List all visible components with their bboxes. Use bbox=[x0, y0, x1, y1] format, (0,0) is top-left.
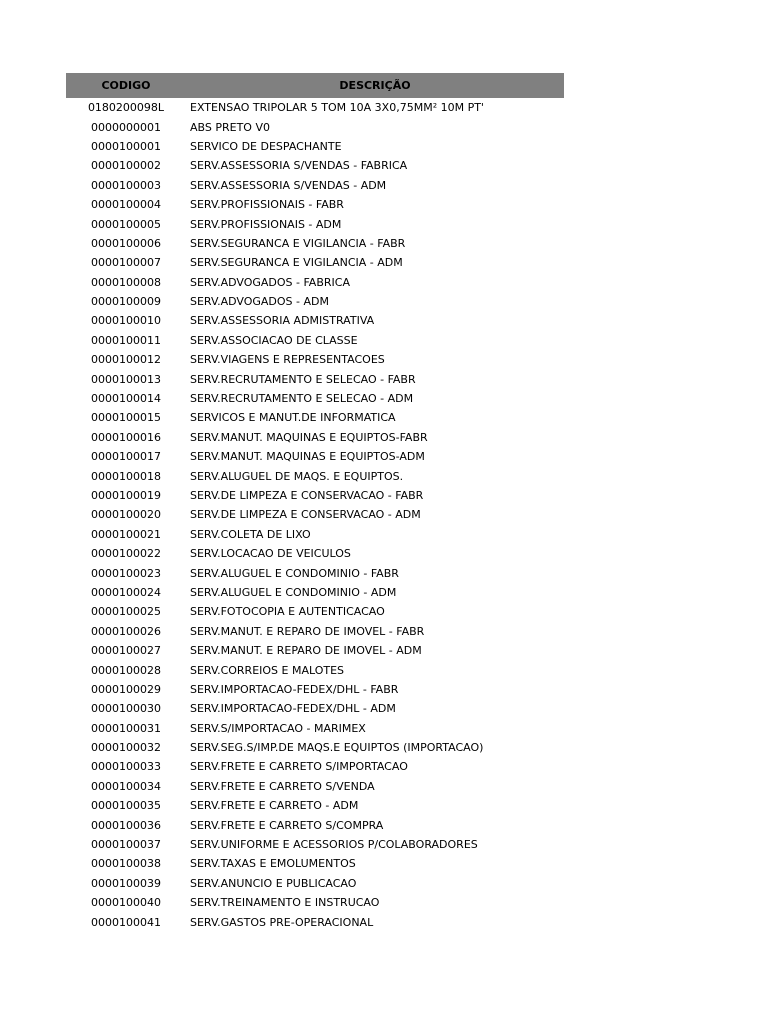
cell-codigo[interactable]: 0000100037 bbox=[91, 838, 161, 852]
table-row[interactable] bbox=[66, 292, 564, 311]
table-row[interactable] bbox=[66, 912, 564, 931]
cell-codigo[interactable]: 0000100027 bbox=[91, 644, 161, 658]
table-row[interactable] bbox=[66, 389, 564, 408]
cell-codigo[interactable]: 0000100014 bbox=[91, 392, 161, 406]
cell-codigo[interactable]: 0000100006 bbox=[91, 236, 161, 250]
cell-codigo[interactable]: 0000100015 bbox=[91, 411, 161, 425]
table-row[interactable] bbox=[66, 137, 564, 156]
cell-descricao[interactable]: SERV.ASSESSORIA ADMISTRATIVA bbox=[190, 314, 375, 328]
table-row[interactable] bbox=[66, 563, 564, 582]
cell-descricao[interactable]: SERV.PROFISSIONAIS - FABR bbox=[190, 198, 344, 212]
cell-descricao[interactable]: SERV.FRETE E CARRETO S/COMPRA bbox=[190, 818, 384, 832]
cell-codigo[interactable]: 0000100012 bbox=[91, 353, 161, 367]
table-row[interactable] bbox=[66, 641, 564, 660]
cell-codigo[interactable]: 0000100007 bbox=[91, 256, 161, 270]
cell-descricao[interactable]: SERV.SEGURANCA E VIGILANCIA - ADM bbox=[190, 256, 403, 270]
cell-codigo[interactable]: 0000100011 bbox=[91, 333, 161, 347]
cell-codigo[interactable]: 0000100033 bbox=[91, 760, 161, 774]
cell-codigo[interactable]: 0000100024 bbox=[91, 585, 161, 599]
cell-codigo[interactable]: 0000100030 bbox=[91, 702, 161, 716]
cell-descricao[interactable]: SERV.FOTOCOPIA E AUTENTICACAO bbox=[190, 605, 385, 619]
cell-descricao[interactable]: SERV.PROFISSIONAIS - ADM bbox=[190, 217, 342, 231]
cell-codigo[interactable]: 0000100036 bbox=[91, 818, 161, 832]
cell-descricao[interactable]: SERV.DE LIMPEZA E CONSERVACAO - ADM bbox=[190, 508, 421, 522]
cell-codigo[interactable]: 0000100008 bbox=[91, 275, 161, 289]
cell-descricao[interactable]: SERV.IMPORTACAO-FEDEX/DHL - FABR bbox=[190, 682, 399, 696]
cell-descricao[interactable]: SERV.ALUGUEL DE MAQS. E EQUIPTOS. bbox=[190, 469, 404, 483]
cell-codigo[interactable]: 0000100026 bbox=[91, 624, 161, 638]
cell-codigo[interactable]: 0000100021 bbox=[91, 527, 161, 541]
cell-codigo[interactable]: 0000100031 bbox=[91, 721, 161, 735]
cell-codigo[interactable]: 0000100038 bbox=[91, 857, 161, 871]
table-row[interactable] bbox=[66, 350, 564, 369]
cell-descricao[interactable]: SERV.ASSOCIACAO DE CLASSE bbox=[190, 333, 358, 347]
cell-descricao[interactable]: SERV.MANUT. MAQUINAS E EQUIPTOS-FABR bbox=[190, 430, 428, 444]
cell-descricao[interactable]: SERV.ANUNCIO E PUBLICACAO bbox=[190, 876, 357, 890]
cell-descricao[interactable]: SERV.MANUT. MAQUINAS E EQUIPTOS-ADM bbox=[190, 450, 425, 464]
table-row[interactable] bbox=[66, 447, 564, 466]
cell-codigo[interactable]: 0000100017 bbox=[91, 450, 161, 464]
table-row[interactable] bbox=[66, 253, 564, 272]
table-row[interactable] bbox=[66, 331, 564, 350]
cell-descricao[interactable]: SERV.FRETE E CARRETO S/VENDA bbox=[190, 779, 375, 793]
table-row[interactable] bbox=[66, 117, 564, 136]
cell-codigo[interactable]: 0000100023 bbox=[91, 566, 161, 580]
table-row[interactable] bbox=[66, 660, 564, 679]
cell-descricao[interactable]: SERV.RECRUTAMENTO E SELECAO - FABR bbox=[190, 372, 416, 386]
table-row[interactable] bbox=[66, 738, 564, 757]
cell-codigo[interactable]: 0000100032 bbox=[91, 741, 161, 755]
cell-descricao[interactable]: SERV.SEGURANCA E VIGILANCIA - FABR bbox=[190, 236, 406, 250]
cell-codigo[interactable]: 0000100025 bbox=[91, 605, 161, 619]
column-header-descricao[interactable]: DESCRIÇÃO bbox=[339, 79, 411, 92]
table-row[interactable] bbox=[66, 680, 564, 699]
cell-codigo[interactable]: 0000100020 bbox=[91, 508, 161, 522]
table-row[interactable] bbox=[66, 214, 564, 233]
cell-descricao[interactable]: SERV.RECRUTAMENTO E SELECAO - ADM bbox=[190, 392, 414, 406]
cell-descricao[interactable]: SERV.CORREIOS E MALOTES bbox=[190, 663, 345, 677]
cell-descricao[interactable]: SERV.ALUGUEL E CONDOMINIO - ADM bbox=[190, 585, 397, 599]
table-row[interactable] bbox=[66, 466, 564, 485]
cell-descricao[interactable]: SERV.UNIFORME E ACESSORIOS P/COLABORADORES bbox=[190, 838, 478, 852]
cell-descricao[interactable]: SERV.ASSESSORIA S/VENDAS - ADM bbox=[190, 178, 387, 192]
cell-descricao[interactable]: SERV.MANUT. E REPARO DE IMOVEL - ADM bbox=[190, 644, 422, 658]
table-row[interactable] bbox=[66, 854, 564, 873]
table-row[interactable] bbox=[66, 273, 564, 292]
table-row[interactable] bbox=[66, 583, 564, 602]
cell-codigo[interactable]: 0000100004 bbox=[91, 198, 161, 212]
cell-codigo[interactable]: 0000100003 bbox=[91, 178, 161, 192]
cell-codigo[interactable]: 0000100002 bbox=[91, 159, 161, 173]
table-row[interactable] bbox=[66, 835, 564, 854]
cell-descricao[interactable]: SERV.GASTOS PRE-OPERACIONAL bbox=[190, 915, 374, 929]
cell-descricao[interactable]: SERV.COLETA DE LIXO bbox=[190, 527, 311, 541]
table-row[interactable] bbox=[66, 311, 564, 330]
cell-codigo[interactable]: 0000100001 bbox=[91, 139, 161, 153]
cell-descricao[interactable]: SERV.ADVOGADOS - ADM bbox=[190, 295, 329, 309]
cell-descricao[interactable]: SERVICO DE DESPACHANTE bbox=[190, 139, 342, 153]
table-row[interactable] bbox=[66, 815, 564, 834]
table-row[interactable] bbox=[66, 234, 564, 253]
cell-codigo[interactable]: 0000100040 bbox=[91, 896, 161, 910]
cell-codigo[interactable]: 0000000001 bbox=[91, 120, 161, 134]
cell-descricao[interactable]: EXTENSAO TRIPOLAR 5 TOM 10A 3X0,75MM² 10M PT' bbox=[190, 101, 484, 115]
table-row[interactable] bbox=[66, 428, 564, 447]
table-row[interactable] bbox=[66, 796, 564, 815]
cell-descricao[interactable]: SERV.SEG.S/IMP.DE MAQS.E EQUIPTOS (IMPORTACAO) bbox=[190, 741, 484, 755]
cell-descricao[interactable]: SERV.MANUT. E REPARO DE IMOVEL - FABR bbox=[190, 624, 425, 638]
table-row[interactable] bbox=[66, 98, 564, 117]
cell-codigo[interactable]: 0000100019 bbox=[91, 489, 161, 502]
cell-descricao[interactable]: SERVICOS E MANUT.DE INFORMATICA bbox=[190, 411, 396, 425]
table-row[interactable] bbox=[66, 176, 564, 195]
table-row[interactable] bbox=[66, 622, 564, 641]
cell-descricao[interactable]: SERV.ASSESSORIA S/VENDAS - FABRICA bbox=[190, 159, 408, 173]
table-row[interactable] bbox=[66, 408, 564, 427]
cell-descricao[interactable]: SERV.TREINAMENTO E INSTRUCAO bbox=[190, 896, 380, 910]
table-row[interactable] bbox=[66, 525, 564, 544]
table-row[interactable] bbox=[66, 757, 564, 776]
cell-descricao[interactable]: SERV.S/IMPORTACAO - MARIMEX bbox=[190, 721, 366, 735]
cell-codigo[interactable]: 0000100039 bbox=[91, 876, 161, 890]
cell-codigo[interactable]: 0000100010 bbox=[91, 314, 161, 328]
table-row[interactable] bbox=[66, 505, 564, 524]
table-row[interactable] bbox=[66, 874, 564, 893]
table-row[interactable] bbox=[66, 156, 564, 175]
table-body bbox=[66, 98, 564, 932]
column-header-codigo[interactable]: CODIGO bbox=[101, 79, 151, 92]
cell-descricao[interactable]: SERV.ADVOGADOS - FABRICA bbox=[190, 275, 350, 289]
cell-codigo[interactable]: 0180200098L bbox=[87, 101, 165, 115]
cell-descricao[interactable]: SERV.FRETE E CARRETO - ADM bbox=[190, 799, 359, 813]
table-row[interactable] bbox=[66, 369, 564, 388]
table-row[interactable] bbox=[66, 699, 564, 718]
cell-descricao[interactable]: SERV.VIAGENS E REPRESENTACOES bbox=[190, 353, 385, 367]
cell-codigo[interactable]: 0000100018 bbox=[91, 469, 161, 483]
spreadsheet-table bbox=[66, 73, 564, 932]
table-row[interactable] bbox=[66, 602, 564, 621]
table-row[interactable] bbox=[66, 719, 564, 738]
cell-descricao[interactable]: SERV.IMPORTACAO-FEDEX/DHL - ADM bbox=[190, 702, 396, 716]
table-row[interactable] bbox=[66, 195, 564, 214]
table-row[interactable] bbox=[66, 777, 564, 796]
table-row[interactable] bbox=[66, 893, 564, 912]
cell-descricao[interactable]: SERV.LOCACAO DE VEICULOS bbox=[190, 547, 351, 561]
table-row[interactable] bbox=[66, 544, 564, 563]
cell-codigo[interactable]: 0000100013 bbox=[91, 372, 161, 386]
cell-descricao[interactable]: SERV.FRETE E CARRETO S/IMPORTACAO bbox=[190, 760, 408, 774]
cell-codigo[interactable]: 0000100029 bbox=[91, 682, 161, 696]
cell-descricao[interactable]: SERV.DE LIMPEZA E CONSERVACAO - FABR bbox=[190, 489, 424, 502]
cell-codigo[interactable]: 0000100041 bbox=[91, 915, 161, 929]
cell-codigo[interactable]: 0000100009 bbox=[91, 295, 161, 309]
cell-codigo[interactable]: 0000100035 bbox=[91, 799, 161, 813]
table-header bbox=[66, 73, 564, 98]
cell-codigo[interactable]: 0000100016 bbox=[91, 430, 161, 444]
cell-codigo[interactable]: 0000100028 bbox=[91, 663, 161, 677]
table-row[interactable] bbox=[66, 486, 564, 505]
cell-descricao[interactable]: SERV.TAXAS E EMOLUMENTOS bbox=[190, 857, 356, 871]
cell-descricao[interactable]: ABS PRETO V0 bbox=[190, 120, 270, 134]
cell-codigo[interactable]: 0000100034 bbox=[91, 779, 161, 793]
cell-codigo[interactable]: 0000100005 bbox=[91, 217, 161, 231]
cell-descricao[interactable]: SERV.ALUGUEL E CONDOMINIO - FABR bbox=[190, 566, 399, 580]
cell-codigo[interactable]: 0000100022 bbox=[91, 547, 161, 561]
